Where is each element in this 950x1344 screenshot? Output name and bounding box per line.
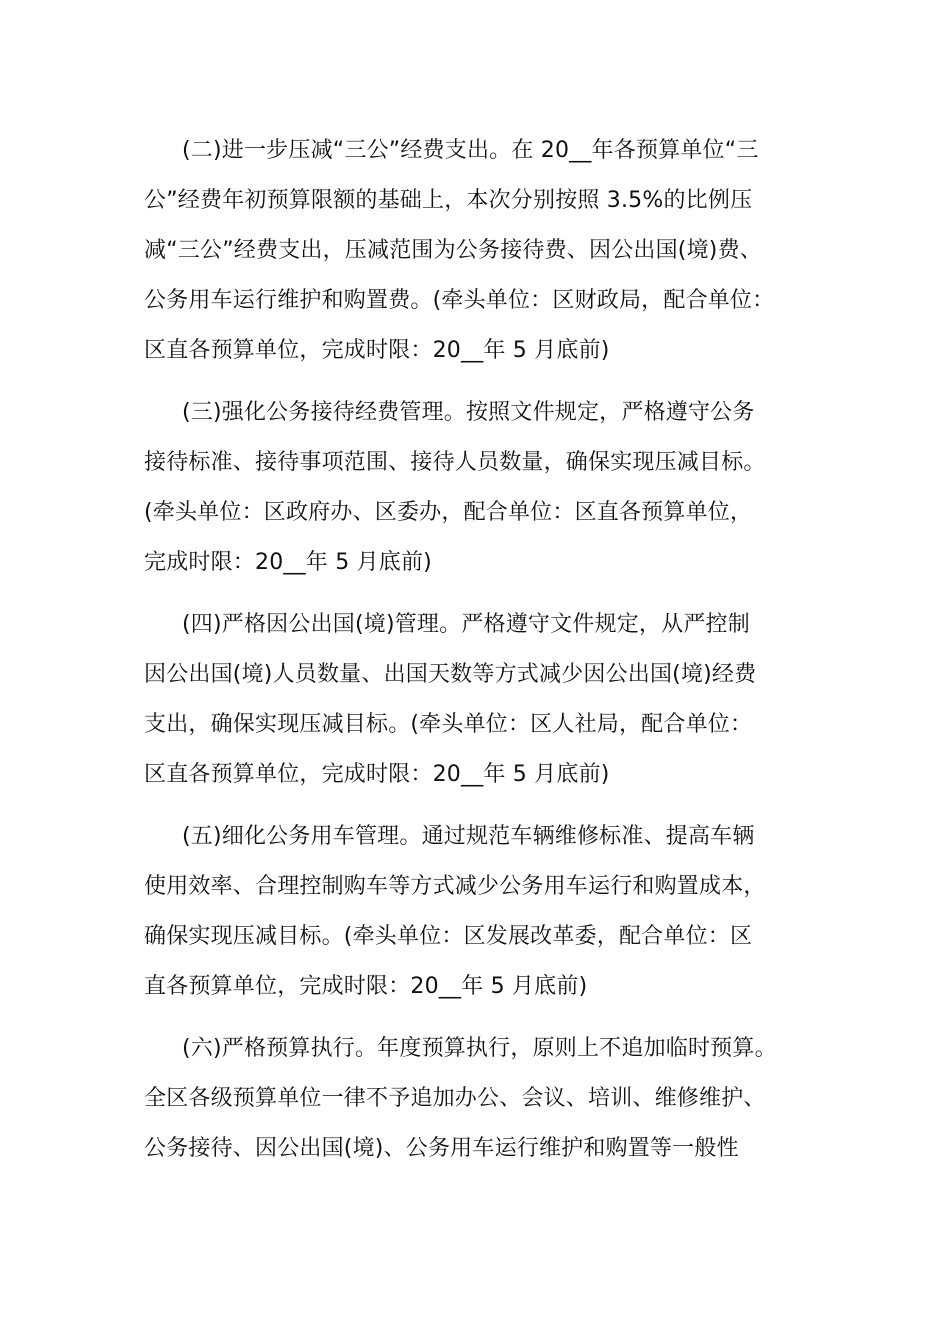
text-line: 接待标准、接待事项范围、接待人员数量，确保实现压减目标。 <box>144 450 766 475</box>
paragraph-budget-execution <box>144 1024 834 1174</box>
document-body <box>144 126 834 1186</box>
text-line: (六)严格预算执行。年度预算执行，原则上不追加临时预算。 <box>182 1036 777 1061</box>
text-line: 因公出国(境)人员数量、出国天数等方式减少因公出国(境)经费 <box>144 662 757 687</box>
text-line: 公”经费年初预算限额的基础上，本次分别按照 3.5%的比例压 <box>144 188 753 213</box>
paragraph-overseas-travel <box>144 600 834 800</box>
text-line: 确保实现压减目标。(牵头单位：区发展改革委，配合单位：区 <box>144 924 753 949</box>
text-line: 支出，确保实现压减目标。(牵头单位：区人社局，配合单位： <box>144 712 753 737</box>
text-line: (二)进一步压减“三公”经费支出。在 20__年各预算单位“三 <box>182 138 759 163</box>
text-line: 区直各预算单位，完成时限：20__年 5 月底前) <box>144 338 610 363</box>
paragraph-reduce-three-public-expenses <box>144 126 834 376</box>
paragraph-official-vehicles <box>144 812 834 1012</box>
text-line: 完成时限：20__年 5 月底前) <box>144 550 432 575</box>
text-line: 公务用车运行维护和购置费。(牵头单位：区财政局，配合单位： <box>144 288 775 313</box>
text-line: (四)严格因公出国(境)管理。严格遵守文件规定，从严控制 <box>182 612 750 637</box>
text-line: (牵头单位：区政府办、区委办，配合单位：区直各预算单位， <box>144 500 753 525</box>
paragraph-official-reception <box>144 388 834 588</box>
text-line: 区直各预算单位，完成时限：20__年 5 月底前) <box>144 762 610 787</box>
text-line: 使用效率、合理控制购车等方式减少公务用车运行和购置成本， <box>144 874 766 899</box>
text-line: 减“三公”经费支出，压减范围为公务接待费、因公出国(境)费、 <box>144 238 762 263</box>
text-line: 全区各级预算单位一律不予追加办公、会议、培训、维修维护、 <box>144 1086 766 1111</box>
text-line: (五)细化公务用车管理。通过规范车辆维修标准、提高车辆 <box>182 824 755 849</box>
text-line: (三)强化公务接待经费管理。按照文件规定，严格遵守公务 <box>182 400 755 425</box>
text-line: 公务接待、因公出国(境)、公务用车运行维护和购置等一般性 <box>144 1136 739 1161</box>
text-line: 直各预算单位，完成时限：20__年 5 月底前) <box>144 974 588 999</box>
